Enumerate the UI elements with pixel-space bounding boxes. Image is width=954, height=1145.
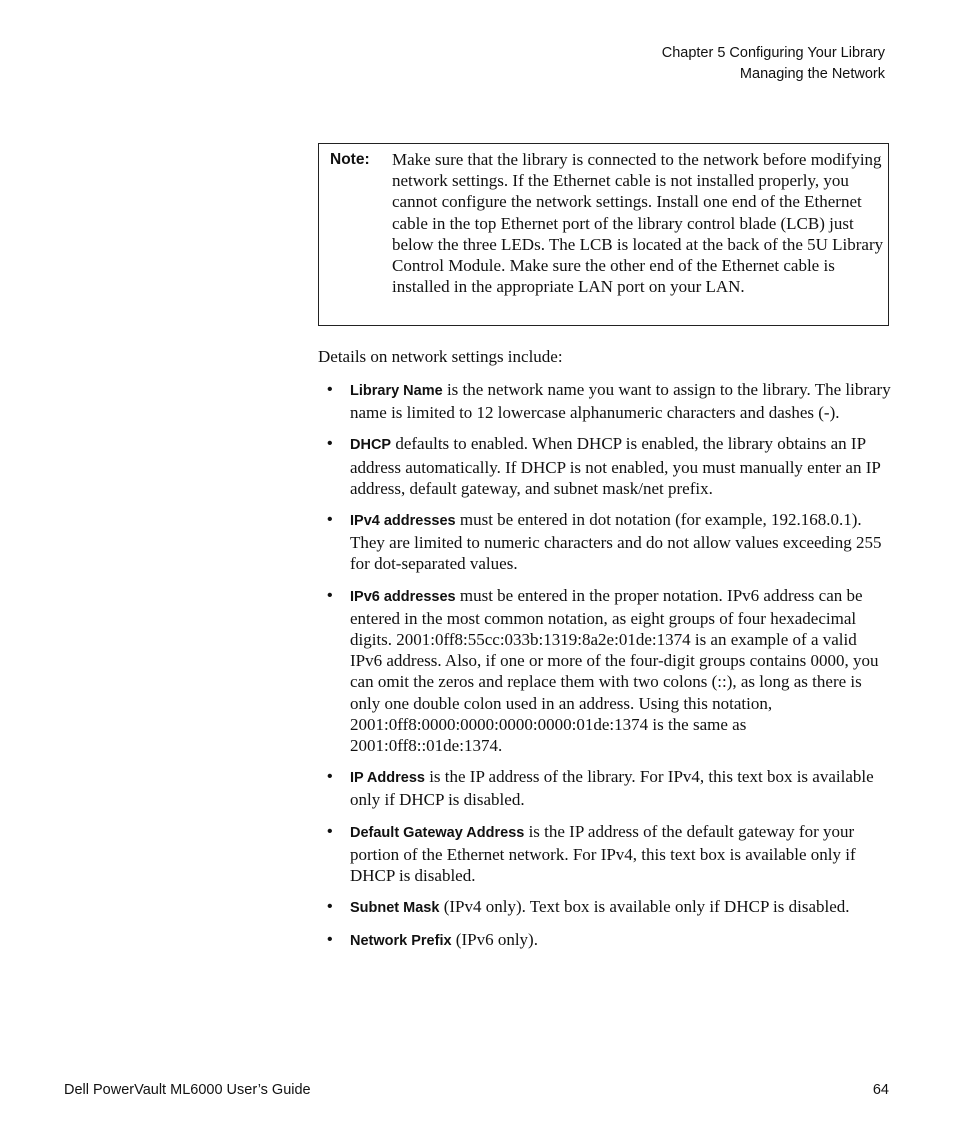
bullet-dot: • (327, 435, 333, 453)
note-label: Note: (330, 151, 370, 168)
list-item-default-gateway (318, 821, 893, 887)
description: must be entered in dot notation (for example, 192.168.0.1). They are limited to numeric characters and do not allow values exceeding 255 for dot-separated values. (350, 510, 882, 574)
term-ipv4-addresses: IPv4 addresses (350, 513, 456, 530)
list-item-ip-address (318, 766, 893, 810)
list-item-ipv6-addresses (318, 585, 893, 757)
description: is the IP address of the library. For IPv4, this text box is available only if DHCP is disabled. (350, 767, 874, 810)
list-item-subnet-mask (318, 896, 893, 919)
bullet-dot: • (327, 586, 333, 604)
page-number: 64 (872, 1082, 889, 1098)
footer-title: Dell PowerVault ML6000 User’s Guide (64, 1082, 311, 1098)
running-header (662, 43, 885, 84)
bullet-dot: • (327, 381, 333, 398)
intro-paragraph: Details on network settings include: (318, 347, 563, 366)
term-ip-address: IP Address (350, 770, 425, 787)
bullet-dot: • (327, 931, 333, 949)
bullet-dot: • (327, 898, 333, 916)
term-default-gateway-address: Default Gateway Address (350, 824, 525, 841)
term-ipv6-addresses: IPv6 addresses (350, 588, 456, 605)
note-text: Make sure that the library is connected to the network before modifying network settings. If the Ethernet cable is not installed properly, you cannot configure the network settings. Install one end of the Ethernet cable in the top Ethernet port of the library control blade (LCB) just below the three LEDs. The LCB is located at the back of the 5U Library Control Module. Make sure the other end of the Ethernet cable is installed in the appropriate LAN port on your LAN. (392, 150, 884, 297)
bullet-list (318, 379, 893, 953)
bullet-dot: • (327, 511, 333, 529)
term-dhcp: DHCP (350, 437, 392, 454)
description: is the network name you want to assign to the library. The library name is limited to 12 lowercase alphanumeric characters and dashes (-). (350, 380, 891, 423)
description: defaults to enabled. When DHCP is enabled, the library obtains an IP address automatically. If DHCP is not enabled, you must manually enter an IP address, default gateway, and subnet mask/net prefix. (350, 434, 881, 498)
section-title: Managing the Network (739, 65, 885, 82)
description: is the IP address of the default gateway for your portion of the Ethernet network. For IPv4, this text box is available only if DHCP is disabled. (350, 821, 856, 886)
description: (IPv4 only). Text box is available only if DHCP is disabled. (439, 897, 850, 917)
description: must be entered in the proper notation. IPv6 address can be entered in the most common notation, as eight groups of four hexadecimal digits. 2001:0ff8:55cc:033b:1319:8a2e:01de:1374 is an example of a valid IPv6 address. Also, if one or more of the four-digit groups contains 0000, you can omit the zeros and replace them with two colons (::), as long as there is only one double colon used in an address. Using this notation, 2001:0ff8:0000:0000:0000:0000:01de:1374 is the same as 2001:0ff8::01de:1374. (350, 585, 879, 756)
term-network-prefix: Network Prefix (350, 933, 452, 950)
note-box (318, 143, 889, 326)
bullet-dot: • (327, 822, 333, 840)
term-subnet-mask: Subnet Mask (350, 900, 440, 917)
list-item-dhcp (318, 433, 893, 499)
description: (IPv6 only). (451, 930, 538, 950)
list-item-library-name (318, 379, 893, 423)
chapter-title: Chapter 5 Configuring Your Library (661, 45, 885, 61)
list-item-ipv4-addresses (318, 509, 893, 575)
term-library-name: Library Name (350, 383, 443, 399)
list-item-network-prefix (318, 929, 893, 952)
bullet-dot: • (327, 768, 333, 786)
